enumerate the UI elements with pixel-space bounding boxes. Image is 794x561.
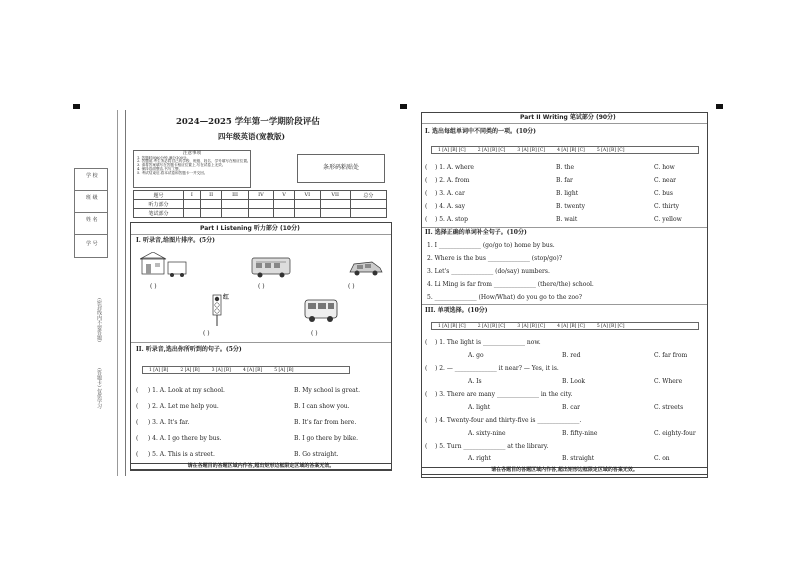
writing-q1-answer-box	[431, 146, 699, 154]
score-header-cell: II	[200, 191, 222, 200]
listening-q2-item-2-b: B. I can show you.	[294, 403, 350, 410]
left-footer-text: 请在各题目的答题区域内作答,超出矩形边框限定区域的答案无效。	[187, 463, 335, 470]
right-footer-text: 请在各题目的答题区域内作答,超出矩形边框限定区域的答案无效。	[491, 467, 638, 474]
option-c: C. how	[654, 164, 675, 171]
score-header-cell: VI	[295, 191, 321, 200]
notes-title: 注意事项	[183, 151, 201, 156]
option-b: B. far	[556, 177, 573, 184]
writing-q2-item-4: 4. Li Ming is far from ______________ (there/the) school.	[427, 281, 594, 288]
answer-option[interactable]: 5 [A] [B] [C]	[596, 323, 625, 329]
option-a: ) 5. A. This is a street.	[147, 451, 215, 458]
option-b: B. Look	[562, 378, 586, 385]
writing-q2-item-2: 2. Where is the bus ______________ (stop/go)?	[427, 255, 563, 262]
option-a: ) 1. A. where	[434, 164, 474, 171]
answer-option[interactable]: 4 [A] [B] [C]	[557, 323, 585, 329]
option-a: ) 4. A. I go there by bus.	[147, 435, 222, 442]
class-label: 班 级	[86, 195, 98, 201]
option-c: C. far from	[654, 352, 688, 359]
listening-q2-title: II. 听录音,选出你所听到的句子。(5分)	[136, 346, 242, 353]
score-header-cell: 题号	[134, 191, 184, 200]
option-c: C. near	[654, 177, 677, 184]
note-3: 3. 请将答案填写在答题卡相应位置上,写在试卷上无效。	[137, 163, 226, 168]
option-b: B. straight	[562, 455, 595, 462]
option-b: B. fifty-nine	[562, 430, 598, 437]
answer-option[interactable]: 1 [A] [B]	[149, 367, 169, 373]
picture-5-answer: ( )	[311, 330, 318, 337]
listening-q2-item-2: ( ) 2. A. Let me help you.	[136, 403, 219, 410]
option-a: ) 2. A. from	[434, 177, 470, 184]
part1-title: Part I Listening 听力部分 (10分)	[200, 225, 300, 232]
option-a: ) 3. A. car	[434, 190, 465, 197]
barcode-label: 条形码粘贴处	[322, 164, 359, 172]
registration-mark-left	[73, 104, 80, 109]
listening-q2-item-3: ( ) 3. A. It's far.	[136, 419, 190, 426]
writing-q1-title: I. 选出每组单词中不同类的一项。(10分)	[425, 128, 537, 135]
option-a: ) 4. A. say	[434, 203, 466, 210]
option-c: C. Where	[654, 378, 683, 385]
answer-option[interactable]: 4 [A] [B]	[242, 367, 263, 373]
writing-q2-title: II. 选择正确的单词补全句子。(10分)	[425, 229, 527, 236]
writing-q2-item-5: 5. ______________ (How/What) do you go to the zoo?	[427, 294, 582, 301]
seal-line-note-2: (答题卡) 仅供学习	[96, 368, 102, 409]
listening-q2-item-5: ( ) 5. A. This is a street.	[136, 451, 215, 458]
seal-line	[117, 110, 118, 476]
bus-picture	[250, 256, 294, 280]
listening-q2-item-4: ( ) 4. A. I go there by bus.	[136, 435, 222, 442]
notes-box	[133, 150, 251, 188]
question-stem: ) 2. — ______________ it near? — Yes, it is.	[434, 365, 559, 372]
option-a: ) 5. A. stop	[434, 216, 468, 223]
score-header-cell: I	[184, 191, 201, 200]
option-c: C. bus	[654, 190, 673, 197]
left-footer	[130, 463, 392, 471]
option-b: B. car	[562, 404, 581, 411]
option-a: ) 2. A. Let me help you.	[147, 403, 219, 410]
answer-option[interactable]: 2 [A] [B] [C]	[477, 147, 506, 153]
listening-q2-item-1-b: B. My school is great.	[294, 387, 361, 394]
registration-mark-right-1	[400, 104, 407, 109]
question-stem: ) 5. Turn ______________ at the library.	[434, 443, 549, 450]
picture-1-answer: ( )	[150, 283, 157, 290]
listening-q2-item-5-b: B. Go straight.	[294, 451, 339, 458]
note-2: 2. 答题前,考生务必将自己的学校、班级、姓名、学号填写在相应位置。	[137, 159, 251, 164]
note-4: 4. 保持卷面整洁,书写工整。	[137, 167, 183, 172]
answer-option[interactable]: 5 [A] [B] [C]	[596, 147, 625, 153]
option-a: A. Is	[468, 378, 482, 385]
exam-subtitle: 四年级英语(宽教版)	[218, 132, 286, 141]
writing-q3-answer-box	[431, 322, 699, 330]
student-info-strip	[74, 168, 108, 258]
score-table	[133, 190, 387, 218]
writing-q1-item-4: ( ) 4. A. say	[425, 203, 466, 210]
seal-line-note: (密封线内不要答题)	[96, 298, 102, 342]
picture-4-answer: ( )	[203, 330, 210, 337]
writing-q2-item-1: 1. I ______________ (go/go to) home by bus.	[427, 242, 555, 249]
writing-q2-item-3: 3. Let's ______________ (do/say) numbers.	[427, 268, 550, 275]
option-a: A. go	[468, 352, 484, 359]
writing-q1-item-3: ( ) 3. A. car	[425, 190, 465, 197]
right-footer	[421, 467, 708, 475]
picture-3-answer: ( )	[348, 283, 355, 290]
score-header-cell: III	[222, 191, 248, 200]
score-row-label: 笔试部分	[134, 209, 184, 218]
option-b: B. twenty	[556, 203, 585, 210]
answer-option[interactable]: 3 [A] [B]	[211, 367, 231, 373]
score-header-cell: V	[274, 191, 295, 200]
score-header-cell: VII	[320, 191, 350, 200]
question-stem: ) 3. There are many ______________ in the city.	[434, 391, 573, 398]
score-row-label: 听力部分	[134, 200, 184, 209]
option-a: ) 3. A. It's far.	[147, 419, 190, 426]
score-header-cell: IV	[248, 191, 274, 200]
school-label: 学 校	[86, 173, 98, 179]
name-label: 姓 名	[86, 217, 98, 223]
option-a: A. right	[468, 455, 492, 462]
question-stem: ) 4. Twenty-four and thirty-five is ______________.	[434, 417, 582, 424]
option-c: C. streets	[654, 404, 684, 411]
option-c: C. eighty-four	[654, 430, 696, 437]
writing-q3-item-5: ( ) 5. Turn ______________ at the library.	[425, 443, 549, 450]
school-bus-stop-picture	[140, 252, 188, 280]
answer-option[interactable]: 3 [A] [B] [C]	[517, 323, 546, 329]
answer-option[interactable]: 4 [A] [B] [C]	[557, 147, 585, 153]
writing-q3-item-2: ( ) 2. — ______________ it near? — Yes, it is.	[425, 365, 559, 372]
option-a: A. light	[468, 404, 491, 411]
score-header-cell: 总分	[350, 191, 386, 200]
barcode-box	[297, 154, 385, 183]
option-b: B. red	[562, 352, 581, 359]
writing-q3-item-4: ( ) 4. Twenty-four and thirty-five is ______________.	[425, 417, 582, 424]
picture-2-answer: ( )	[258, 283, 265, 290]
listening-q1-title: I. 听录音,给图片排序。(5分)	[136, 237, 215, 244]
option-b: B. the	[556, 164, 575, 171]
question-stem: ) 1. The light is ______________ now.	[434, 339, 541, 346]
exam-title: 2024—2025 学年第一学期阶段评估	[176, 117, 320, 127]
writing-q1-item-1: ( ) 1. A. where	[425, 164, 474, 171]
option-c: C. thirty	[654, 203, 680, 210]
option-c: C. yellow	[654, 216, 682, 223]
part2-title: Part II Writing 笔试部分 (90分)	[520, 114, 616, 121]
answer-option[interactable]: 3 [A] [B] [C]	[517, 147, 546, 153]
answer-option[interactable]: 1 [A] [B] [C]	[438, 323, 466, 329]
registration-mark-right-2	[716, 104, 723, 109]
answer-option[interactable]: 2 [A] [B]	[180, 367, 200, 373]
option-a: ) 1. A. Look at my school.	[147, 387, 225, 394]
writing-q3-item-3: ( ) 3. There are many ______________ in the city.	[425, 391, 573, 398]
traffic-light-label: 红	[223, 294, 230, 301]
writing-q3-title: III. 单项选择。(10分)	[425, 307, 488, 314]
option-c: C. on	[654, 455, 670, 462]
answer-option[interactable]: 2 [A] [B] [C]	[477, 323, 506, 329]
answer-option[interactable]: 5 [A] [B]	[274, 367, 294, 373]
writing-q3-item-1: ( ) 1. The light is ______________ now.	[425, 339, 541, 346]
car-picture	[346, 256, 386, 280]
listening-q2-item-3-b: B. It's far from here.	[294, 419, 357, 426]
answer-option[interactable]: 1 [A] [B] [C]	[438, 147, 466, 153]
note-5: 5. 考试结束后,将本试卷和答题卡一并交回。	[137, 170, 208, 175]
listening-q2-item-1: ( ) 1. A. Look at my school.	[136, 387, 225, 394]
writing-q1-item-2: ( ) 2. A. from	[425, 177, 470, 184]
option-b: B. light	[556, 190, 579, 197]
listening-q2-item-4-b: B. I go there by bike.	[294, 435, 359, 442]
writing-q1-item-5: ( ) 5. A. stop	[425, 216, 468, 223]
listening-q2-answer-box	[142, 366, 350, 374]
option-b: B. wait	[556, 216, 578, 223]
option-a: A. sixty-nine	[468, 430, 506, 437]
coach-picture	[303, 298, 341, 326]
student-id-label: 学 号	[86, 241, 98, 247]
note-1: 1. 答题时间60分钟,满分100分。	[137, 155, 191, 160]
